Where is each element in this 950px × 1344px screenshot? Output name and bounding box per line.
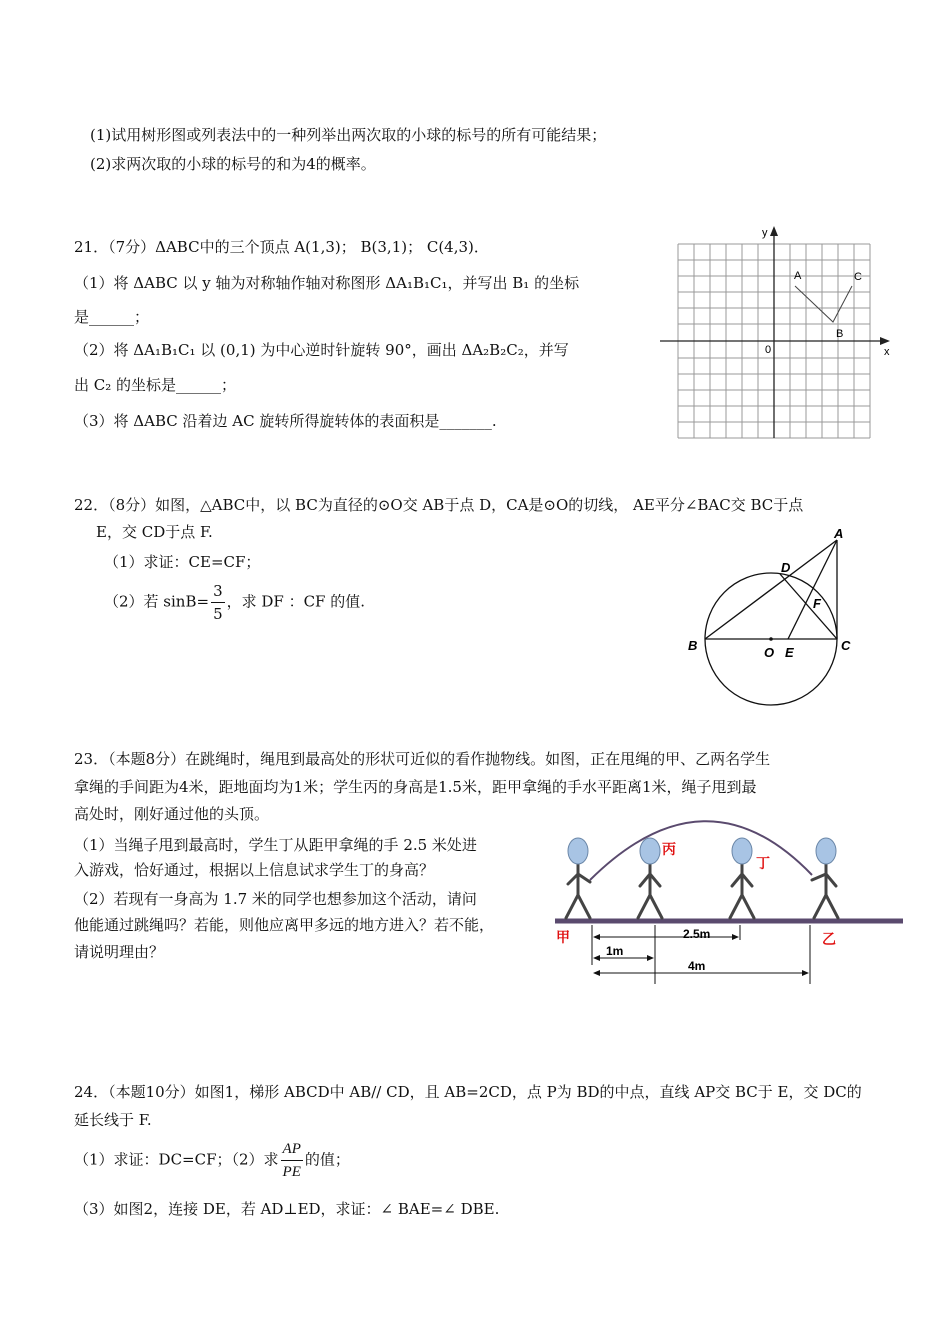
q23-part1-line2: 入游戏，恰好通过，根据以上信息试求学生丁的身高？ [74,861,435,879]
q22-circle-figure [680,522,860,712]
q22-heading-line2: E，交 CD于点 F. [96,523,213,541]
y-arrow-icon [770,226,778,236]
label-b: B [688,638,698,653]
label-2-5m: 2.5m [683,927,711,941]
q23-part2-line2: 他能通过跳绳吗？若能，则他应离甲多远的地方进入？若不能， [74,916,495,934]
origin-label: 0 [765,344,772,356]
point-c-label: C [854,271,862,283]
point-b-label: B [836,328,844,340]
q20-part2: (2)求两次取的小球的标号的和为4的概率。 [90,155,376,173]
segment-ba [705,540,837,639]
person-bing [638,864,662,918]
q21-part2-line1: （2）将 ΔA₁B₁C₁ 以 (0,1) 为中心逆时针旋转 90°，画出 ΔA₂B₂C₂，并写 [74,341,569,359]
label-d: D [781,560,791,575]
q23-part1-line1: （1）当绳子甩到最高时，学生丁从距甲拿绳的手 2.5 米处进 [74,836,477,854]
q21-part1-line1: （1）将 ΔABC 以 y 轴为对称轴作轴对称图形 ΔA₁B₁C₁，并写出 B₁ 的坐标 [74,274,580,292]
q23-jump-rope-figure [550,815,910,985]
q21-coordinate-grid [655,222,900,442]
y-label: y [762,227,768,239]
rope-curve [590,821,812,880]
q22-part1: （1）求证：CE=CF； [104,553,261,571]
label-o: O [764,645,775,660]
point-a-label: A [794,270,802,282]
label-yi: 乙 [822,931,836,947]
x-label: x [884,346,890,358]
head-jia [568,838,588,864]
x-arrow-icon [880,337,890,345]
q24-fraction-denominator: PE [282,1164,301,1180]
q24-fraction [281,1138,303,1183]
segment-ae [788,540,837,639]
q21-part3: （3）将 ΔABC 沿着边 AC 旋转所得旋转体的表面积是_______. [74,412,497,430]
q21-heading: 21．（7分）ΔABC中的三个顶点 A(1,3)； B(3,1)； C(4,3)． [74,238,489,256]
head-yi [816,838,836,864]
label-e: E [785,645,794,660]
q23-heading-line3: 高处时，刚好通过他的头顶。 [74,805,270,823]
q24-part1-prefix: （1）求证：DC=CF；（2）求 [74,1150,279,1169]
q22-part2-prefix: （2）若 sinB= [104,592,210,611]
head-ding [732,838,752,864]
q22-heading-line1: 22．（8分）如图，△ABC中，以 BC为直径的⊙O交 AB于点 D，CA是⊙O的切线， AE平分∠BAC交 BC于点 [74,496,804,514]
triangle-abc [795,286,852,322]
q24-heading-line1: 24．（本题10分）如图1，梯形 ABCD中 AB// CD，且 AB=2CD，点 P为 BD的中点，直线 AP交 BC于 E，交 DC的 [74,1083,862,1101]
q23-part2-line1: （2）若现有一身高为 1.7 米的同学也想参加这个活动，请问 [74,890,477,908]
person-ding [730,864,754,918]
label-bing: 丙 [662,841,676,857]
center-point [769,637,773,641]
label-jia: 甲 [556,929,570,945]
q24-part1-2 [74,1138,350,1183]
q24-heading-line2: 延长线于 F. [74,1111,152,1129]
person-jia [566,864,590,918]
q22-fraction-denominator: 5 [213,605,223,623]
person-yi [812,864,838,918]
label-c: C [841,638,851,653]
label-1m: 1m [606,944,624,958]
q21-part1-line2: 是______； [74,308,150,326]
q21-part2-line2: 出 C₂ 的坐标是______； [74,376,237,394]
q24-part3: （3）如图2，连接 DE，若 AD⊥ED，求证：∠ BAE=∠ DBE. [74,1200,500,1218]
q22-fraction-numerator: 3 [211,580,225,603]
q22-fraction [211,580,225,625]
q22-part2 [104,580,365,625]
q22-part2-suffix: ，求 DF ：CF 的值. [226,592,366,611]
head-bing [640,838,660,864]
q20-part1: (1)试用树形图或列表法中的一种列举出两次取的小球的标号的所有可能结果； [90,126,607,144]
label-a: A [834,526,844,541]
label-f: F [813,596,821,611]
q23-heading-line2: 拿绳的手间距为4米，距地面均为1米；学生丙的身高是1.5米，距甲拿绳的手水平距离1米，绳子甩到最 [74,778,757,796]
label-ding: 丁 [756,855,770,871]
q23-heading-line1: 23．（本题8分）在跳绳时，绳甩到最高处的形状可近似的看作抛物线。如图，正在甩绳的甲、乙两名学生 [74,750,771,768]
label-4m: 4m [688,959,706,973]
q23-part2-line3: 请说明理由？ [74,943,165,961]
q24-part2-suffix: 的值； [304,1150,350,1169]
q24-fraction-numerator: AP [281,1138,303,1161]
